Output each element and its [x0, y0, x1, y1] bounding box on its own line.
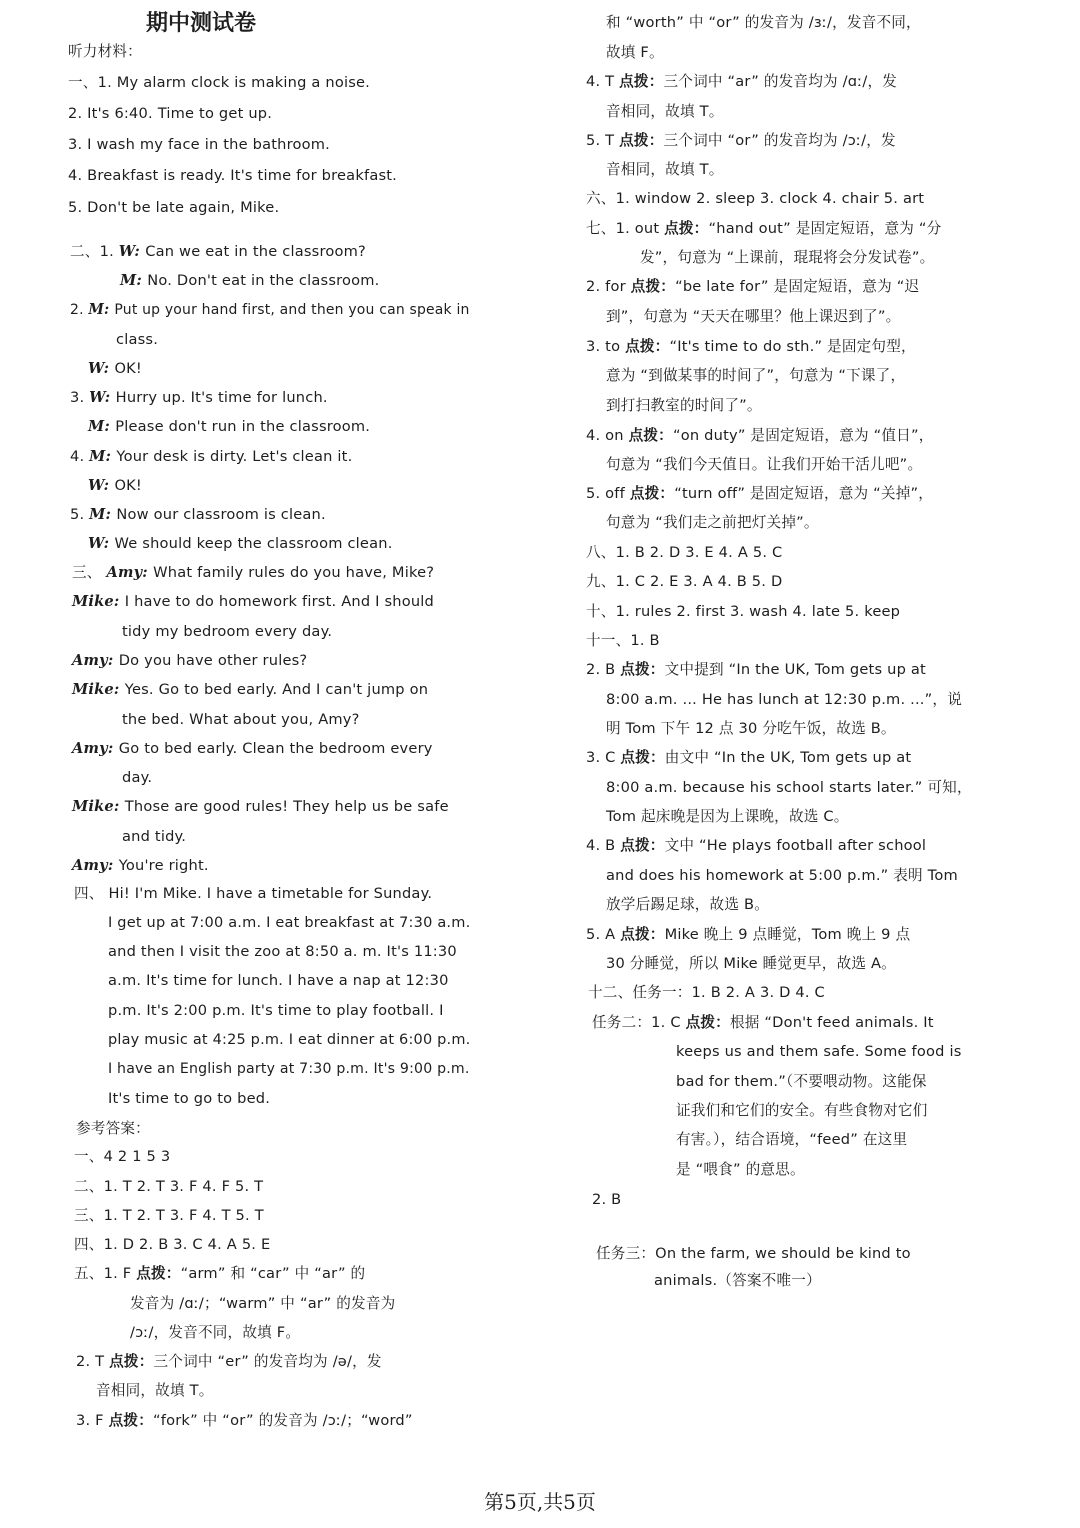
item-number: 5. A: [586, 926, 621, 943]
right-line: [606, 690, 962, 710]
line-text: 4. Breakfast is ready. It's time for breakfast.: [68, 167, 398, 184]
line-text: a.m. It's time for lunch. I have a nap at 12:30: [108, 972, 449, 989]
item-number: 2. B: [586, 661, 621, 678]
left-line: [74, 1206, 264, 1226]
right-line: [586, 337, 916, 357]
item-number: 3. to: [586, 338, 626, 355]
line-text: “hand out” 是固定短语，意为 “分: [708, 220, 942, 237]
line-text: Your desk is dirty. Let's clean it.: [116, 448, 353, 465]
item-number: 4. B: [586, 837, 621, 854]
right-line: [586, 660, 926, 680]
left-line: [130, 1323, 300, 1343]
item-number: 三、: [72, 564, 107, 581]
line-text: 九、1. C 2. E 3. A 4. B 5. D: [586, 573, 783, 590]
left-line: [108, 913, 470, 933]
line-text: Yes. Go to bed early. And I can't jump on: [124, 681, 429, 698]
line-text: 2. It's 6:40. Time to get up.: [68, 105, 273, 122]
left-line: [76, 1411, 413, 1431]
item-number: 二、1.: [70, 243, 119, 260]
item-number: 七、1. out: [586, 220, 665, 237]
line-text: 8:00 a.m. because his school starts later.” 可知，: [606, 779, 972, 796]
left-line: [68, 73, 370, 93]
line-text: “arm” 和 “car” 中 “ar” 的: [180, 1265, 366, 1282]
page-footer: 第5页,共5页: [484, 1490, 596, 1514]
line-text: 三个词中 “ar” 的发音均为 /ɑː/，发: [663, 73, 898, 90]
right-line: [676, 1042, 962, 1062]
line-text: 三个词中 “er” 的发音均为 /ə/，发: [153, 1353, 382, 1370]
left-line: [76, 1352, 382, 1372]
line-text: Put up your hand first, and then you can speak in: [114, 301, 470, 318]
line-text: 句意为 “我们今天值日。让我们开始干活儿吧”。: [606, 456, 923, 473]
line-text: 到打扫教室的时间了”。: [606, 397, 762, 414]
page-title: 期中测试卷: [146, 10, 257, 36]
line-text: I get up at 7:00 a.m. I eat breakfast at 7:30 a.m.: [108, 914, 471, 931]
right-line: [586, 131, 896, 151]
right-line: [586, 189, 924, 209]
line-text: Those are good rules! They help us be safe: [124, 798, 449, 815]
line-text: play music at 4:25 p.m. I eat dinner at 6:00 p.m.: [108, 1031, 471, 1048]
listening-label: 听力材料：: [68, 43, 142, 60]
left-line: [74, 1147, 170, 1167]
left-line: [108, 1089, 270, 1109]
item-number: 5. T: [586, 132, 620, 149]
line-text: 三、1. T 2. T 3. F 4. T 5. T: [74, 1207, 264, 1224]
item-number: 2. T: [76, 1353, 110, 1370]
left-line: [88, 417, 370, 437]
line-text: 句意为 “我们走之前把灯关掉”。: [606, 514, 819, 531]
line-text: Hi! I'm Mike. I have a timetable for Sunday.: [108, 885, 433, 902]
left-line: [108, 942, 457, 962]
line-text: Please don't run in the classroom.: [115, 418, 371, 435]
left-line: [88, 359, 142, 379]
right-line: [606, 13, 921, 33]
line-text: class.: [116, 331, 159, 348]
right-line: [606, 102, 724, 122]
speaker-label: M:: [120, 272, 148, 289]
item-number: 4. T: [586, 73, 620, 90]
speaker-label: Mike:: [72, 798, 125, 815]
right-line: [586, 72, 897, 92]
line-text: I have to do homework first. And I should: [124, 593, 435, 610]
right-line: [606, 43, 664, 63]
right-line: [592, 1190, 621, 1210]
left-line: [74, 1177, 263, 1197]
line-text: 3. I wash my face in the bathroom.: [68, 136, 330, 153]
line-text: and then I visit the zoo at 8:50 a. m. It's 11:30: [108, 943, 457, 960]
speaker-label: Mike:: [72, 681, 125, 698]
item-number: 4.: [70, 448, 90, 465]
left-line: [74, 884, 432, 904]
line-text: 发音为 /ɑː/；“warm” 中 “ar” 的发音为: [130, 1295, 396, 1312]
line-text: “fork” 中 “or” 的发音为 /ɔː/；“word”: [153, 1412, 413, 1429]
left-line: [88, 534, 393, 554]
line-text: 二、1. T 2. T 3. F 4. F 5. T: [74, 1178, 264, 1195]
right-line: [606, 455, 922, 475]
line-text: 任务三：On the farm, we should be kind to: [596, 1245, 911, 1262]
left-line: [122, 622, 332, 642]
hint-label: 点拨：: [664, 220, 709, 237]
line-text: bad for them.”（不要喂动物。这能保: [676, 1073, 927, 1090]
line-text: Tom 起床晚是因为上课晚，故选 C。: [606, 808, 849, 825]
right-line: [586, 426, 934, 446]
line-text: No. Don't eat in the classroom.: [147, 272, 380, 289]
line-text: keeps us and them safe. Some food is: [676, 1043, 962, 1060]
line-text: What family rules do you have, Mike?: [153, 564, 435, 581]
left-line: [74, 1264, 365, 1284]
hint-label: 点拨：: [620, 837, 665, 854]
speaker-label: W:: [88, 360, 115, 377]
speaker-label: M:: [88, 301, 115, 318]
right-line: [606, 778, 972, 798]
hint-label: 点拨：: [630, 278, 676, 295]
line-text: It's time to go to bed.: [108, 1090, 271, 1107]
left-line: [70, 388, 328, 408]
line-text: 证我们和它们的安全。有些食物对它们: [676, 1102, 928, 1119]
line-text: 故填 F。: [606, 44, 664, 61]
line-text: 一、1. My alarm clock is making a noise.: [68, 74, 371, 91]
right-line: [606, 513, 819, 533]
item-number: 5.: [70, 506, 90, 523]
left-line: [70, 242, 366, 262]
left-line: [68, 198, 279, 218]
line-text: 有害。），结合语境，“feed” 在这里: [676, 1131, 908, 1148]
line-text: 八、1. B 2. D 3. E 4. A 5. C: [586, 544, 783, 561]
item-number: 3.: [70, 389, 90, 406]
left-line: [72, 563, 434, 583]
hint-label: 点拨：: [620, 661, 665, 678]
line-text: and does his homework at 5:00 p.m.” 表明 Tom: [606, 867, 958, 884]
line-text: OK!: [114, 360, 142, 377]
line-text: Go to bed early. Clean the bedroom every: [118, 740, 433, 757]
speaker-label: W:: [88, 535, 115, 552]
line-text: 四、1. D 2. B 3. C 4. A 5. E: [74, 1236, 271, 1253]
left-line: [130, 1294, 395, 1314]
line-text: Now our classroom is clean.: [116, 506, 326, 523]
line-text: Do you have other rules?: [118, 652, 308, 669]
line-text: 六、1. window 2. sleep 3. clock 4. chair 5. art: [586, 190, 925, 207]
right-line: [586, 836, 926, 856]
line-text: /ɔː/，发音不同，故填 F。: [130, 1324, 301, 1341]
hint-label: 点拨：: [629, 485, 675, 502]
line-text: 十、1. rules 2. first 3. wash 4. late 5. keep: [586, 603, 901, 620]
hint-label: 点拨：: [625, 338, 670, 355]
speaker-label: Amy:: [106, 564, 154, 581]
speaker-label: Amy:: [72, 740, 119, 757]
line-text: Can we eat in the classroom?: [145, 243, 366, 260]
line-text: 发”，句意为 “上课前，琨琨将会分发试卷”。: [640, 249, 935, 266]
hint-label: 点拨：: [620, 749, 665, 766]
line-text: 5. Don't be late again, Mike.: [68, 199, 280, 216]
line-text: 8:00 a.m. ... He has lunch at 12:30 p.m. ...”，说: [606, 691, 962, 708]
right-line: [588, 983, 825, 1003]
line-text: 和 “worth” 中 “or” 的发音为 /ɜː/，发音不同，: [606, 14, 921, 31]
speaker-label: M:: [89, 506, 117, 523]
line-text: 2. B: [592, 1191, 622, 1208]
right-line: [586, 572, 782, 592]
line-text: 音相同，故填 T。: [96, 1382, 214, 1399]
speaker-label: W:: [88, 477, 115, 494]
right-line: [586, 602, 900, 622]
line-text: tidy my bedroom every day.: [122, 623, 333, 640]
left-line: [70, 447, 352, 467]
right-line: [586, 543, 782, 563]
left-line: [68, 135, 330, 155]
line-text: 由文中 “In the UK, Tom gets up at: [664, 749, 912, 766]
right-line: [640, 248, 934, 268]
line-text: p.m. It's 2:00 p.m. It's time to play football. I: [108, 1002, 444, 1019]
line-text: 是 “喂食” 的意思。: [676, 1161, 805, 1178]
line-text: day.: [122, 769, 153, 786]
item-number: 3. C: [586, 749, 621, 766]
line-text: 十二、任务一：1. B 2. A 3. D 4. C: [588, 984, 825, 1001]
right-line: [592, 1013, 934, 1033]
left-line: [122, 827, 186, 847]
line-text: “turn off” 是固定短语，意为 “关掉”，: [674, 485, 934, 502]
right-line: [606, 895, 769, 915]
left-line: [72, 592, 434, 612]
line-text: 放学后踢足球，故选 B。: [606, 896, 769, 913]
left-line: [88, 476, 142, 496]
line-text: 三个词中 “or” 的发音均为 /ɔː/，发: [663, 132, 896, 149]
line-text: 明 Tom 下午 12 点 30 分吃午饭，故选 B。: [606, 720, 896, 737]
line-text: 30 分睡觉，所以 Mike 睡觉更早，故选 A。: [606, 955, 896, 972]
right-line: [606, 807, 849, 827]
item-number: 五、1. F: [74, 1265, 137, 1282]
speaker-label: W:: [89, 389, 116, 406]
item-number: 2. for: [586, 278, 631, 295]
line-text: 根据 “Don't feed animals. It: [729, 1014, 934, 1031]
line-text: 音相同，故填 T。: [606, 103, 724, 120]
line-text: You're right.: [118, 857, 209, 874]
speaker-label: W:: [118, 243, 146, 260]
right-line: [586, 631, 660, 651]
right-line: [586, 925, 910, 945]
left-line: [72, 797, 449, 817]
right-line: [606, 366, 905, 386]
item-number: 四、: [74, 885, 109, 902]
right-line: [606, 954, 896, 974]
left-line: [108, 1059, 470, 1079]
left-line: [72, 856, 209, 876]
speaker-label: Mike:: [72, 593, 125, 610]
line-text: and tidy.: [122, 828, 187, 845]
hint-label: 点拨：: [136, 1265, 181, 1282]
hint-label: 点拨：: [628, 427, 673, 444]
line-text: 意为 “到做某事的时间了”，句意为 “下课了，: [606, 367, 906, 384]
left-line: [68, 166, 397, 186]
line-text: 文中提到 “In the UK, Tom gets up at: [664, 661, 926, 678]
left-line: [70, 300, 470, 320]
item-number: 5. off: [586, 485, 630, 502]
left-line: [120, 271, 380, 291]
hint-label: 点拨：: [619, 132, 664, 149]
right-line: [676, 1130, 907, 1150]
hint-label: 点拨：: [685, 1014, 730, 1031]
right-line: [676, 1101, 928, 1121]
left-line: [72, 680, 428, 700]
line-text: “on duty” 是固定短语，意为 “值日”，: [672, 427, 934, 444]
line-text: OK!: [114, 477, 142, 494]
left-line: [108, 1001, 444, 1021]
right-line: [596, 1244, 911, 1264]
line-text: “It's time to do sth.” 是固定句型，: [669, 338, 916, 355]
left-line: [116, 330, 158, 350]
left-line: [70, 505, 326, 525]
right-line: [606, 160, 724, 180]
left-line: [72, 651, 307, 671]
left-line: [108, 971, 449, 991]
speaker-label: M:: [88, 418, 116, 435]
left-line: [68, 104, 272, 124]
line-text: I have an English party at 7:30 p.m. It's 9:00 p.m.: [108, 1060, 470, 1077]
hint-label: 点拨：: [109, 1353, 154, 1370]
left-line: [122, 768, 152, 788]
hint-label: 点拨：: [108, 1412, 153, 1429]
left-line: [96, 1381, 214, 1401]
line-text: 到”，句意为 “天天在哪里？他上课迟到了”。: [606, 308, 901, 325]
item-number: 4. on: [586, 427, 629, 444]
hint-label: 点拨：: [620, 926, 665, 943]
line-text: 文中 “He plays football after school: [664, 837, 927, 854]
line-text: Mike 晚上 9 点睡觉，Tom 晚上 9 点: [664, 926, 911, 943]
item-number: 3. F: [76, 1412, 109, 1429]
right-line: [606, 307, 900, 327]
line-text: 十一、1. B: [586, 632, 660, 649]
left-line: [108, 1030, 470, 1050]
right-line: [606, 866, 958, 886]
item-number: 2.: [70, 301, 89, 318]
speaker-label: M:: [89, 448, 117, 465]
right-line: [586, 748, 911, 768]
line-text: Hurry up. It's time for lunch.: [115, 389, 328, 406]
line-text: 音相同，故填 T。: [606, 161, 724, 178]
right-line: [654, 1271, 821, 1291]
right-line: [606, 396, 762, 416]
line-text: We should keep the classroom clean.: [114, 535, 393, 552]
hint-label: 点拨：: [619, 73, 664, 90]
line-text: “be late for” 是固定短语，意为 “迟: [675, 278, 920, 295]
left-line: [74, 1235, 270, 1255]
right-line: [606, 719, 896, 739]
right-line: [586, 484, 933, 504]
line-text: 一、4 2 1 5 3: [74, 1148, 171, 1165]
right-line: [586, 219, 941, 239]
line-text: 参考答案：: [76, 1120, 150, 1137]
item-number: 任务二：1. C: [592, 1014, 686, 1031]
speaker-label: Amy:: [72, 857, 119, 874]
right-line: [676, 1072, 927, 1092]
right-line: [676, 1160, 805, 1180]
left-line: [122, 710, 360, 730]
line-text: the bed. What about you, Amy?: [122, 711, 360, 728]
left-line: [72, 739, 433, 759]
speaker-label: Amy:: [72, 652, 119, 669]
left-line: [76, 1119, 150, 1139]
right-line: [586, 277, 919, 297]
line-text: animals.（答案不唯一）: [654, 1272, 821, 1289]
